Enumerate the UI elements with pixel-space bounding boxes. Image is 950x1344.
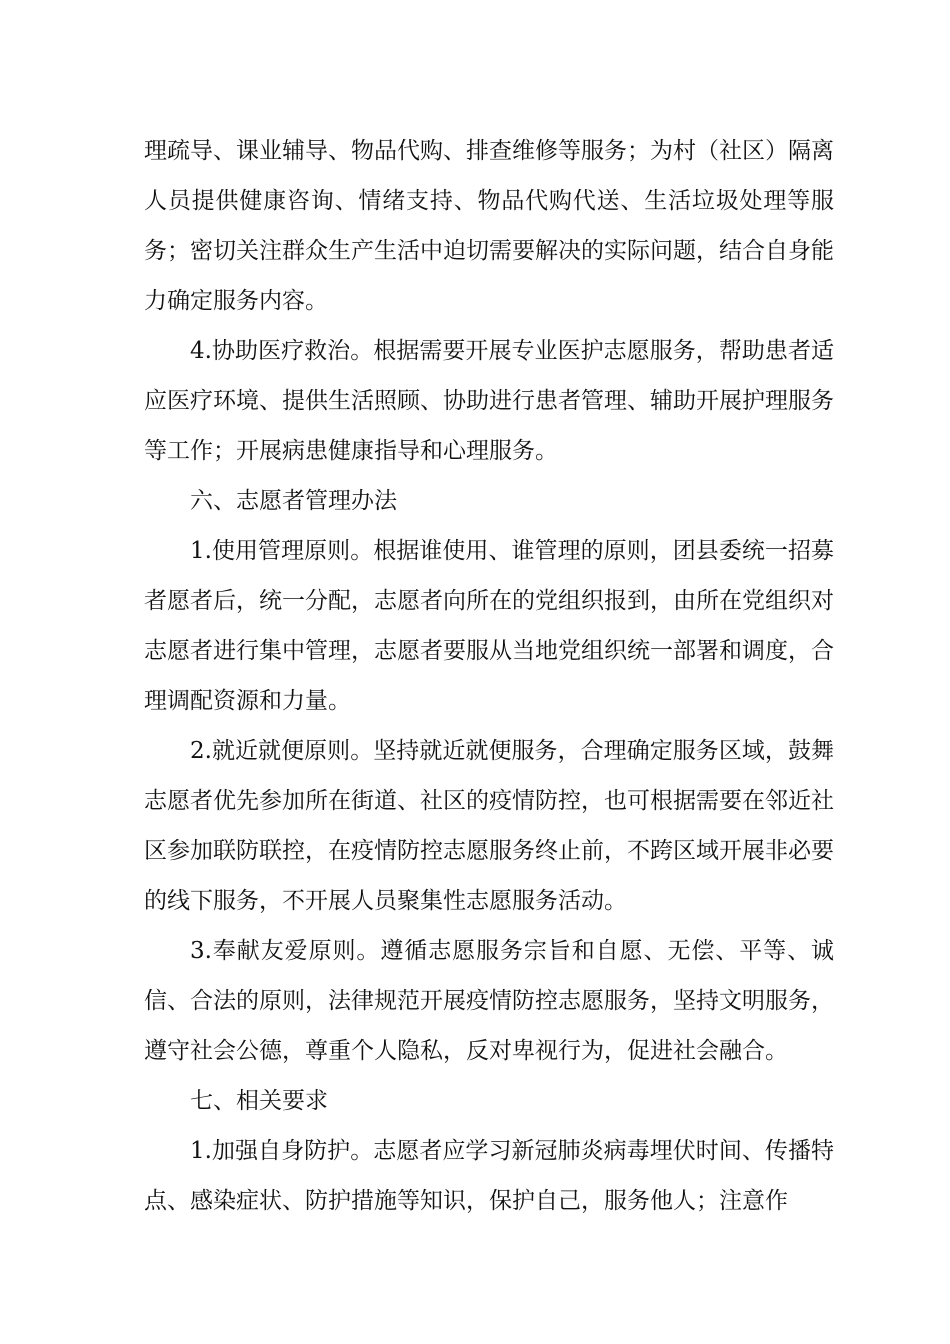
document-body [144, 126, 834, 1226]
section-heading-management: 六、志愿者管理办法 [190, 488, 397, 514]
paragraph-dedication-principle: 3.奉献友爱原则。遵循志愿服务宗旨和自愿、无偿、平等、诚信、合法的原则，法律规范开展疫情防控志愿服务，坚持文明服务，遵守社会公德，尊重个人隐私，反对卑视行为，促进社会融合。 [144, 938, 834, 1064]
paragraph-continuation: 理疏导、课业辅导、物品代购、排查维修等服务；为村（社区）隔离人员提供健康咨询、情绪支持、物品代购代送、生活垃圾处理等服务；密切关注群众生产生活中迫切需要解决的实际问题，结合自身能力确定服务内容。 [144, 138, 834, 314]
paragraph-nearby-principle: 2.就近就便原则。坚持就近就便服务，合理确定服务区域，鼓舞志愿者优先参加所在街道、社区的疫情防控，也可根据需要在邻近社区参加联防联控，在疫情防控志愿服务终止前，不跨区域开展非必要的线下服务，不开展人员聚集性志愿服务活动。 [144, 738, 834, 914]
section-heading-requirements: 七、相关要求 [190, 1088, 328, 1114]
paragraph-self-protection: 1.加强自身防护。志愿者应学习新冠肺炎病毒埋伏时间、传播特点、感染症状、防护措施等知识，保护自己，服务他人；注意作 [144, 1138, 834, 1214]
paragraph-assist-medical: 4.协助医疗救治。根据需要开展专业医护志愿服务，帮助患者适应医疗环境、提供生活照顾、协助进行患者管理、辅助开展护理服务等工作；开展病患健康指导和心理服务。 [144, 338, 834, 464]
paragraph-usage-principle: 1.使用管理原则。根据谁使用、谁管理的原则，团县委统一招募者愿者后，统一分配，志愿者向所在的党组织报到，由所在党组织对志愿者进行集中管理，志愿者要服从当地党组织统一部署和调度，合理调配资源和力量。 [144, 538, 834, 714]
